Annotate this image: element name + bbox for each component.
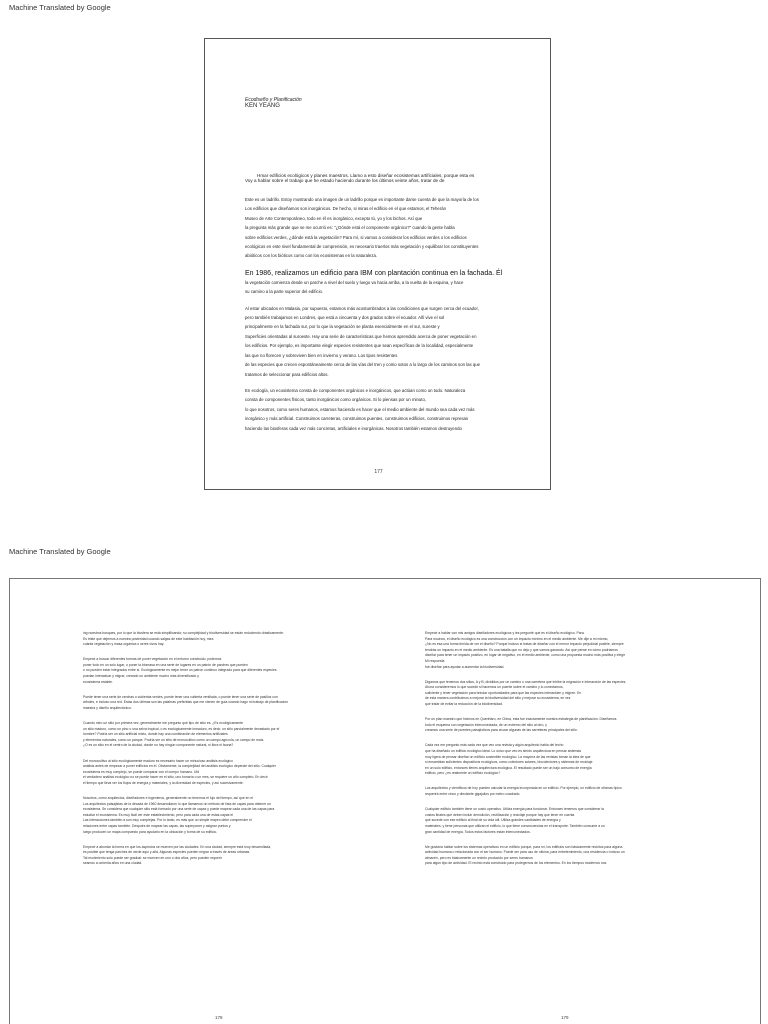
text-line: Es triste que dejemos a nuestra posteridad cuando salgas de este habitación hoy, mira [83,636,214,641]
text-line: de las especies que crecen espontáneamente cerca de las vías del tren y como sotos a lo largo de los caminos son las que [245,362,481,368]
paragraph [83,845,383,867]
text-line: sobre edificios verdes, ¿dónde está la vegetación? Para mí, si vamos a considerar los edificios verdes o los edificios [245,234,467,240]
text-line: el verdadero análisis ecológico no se puede hacer en el sitio, uno tomaría o un mes, se requiere un año completo. En decir [83,775,268,780]
text-line: costos finales que deben incluir demolición, reutilización y reciclaje porque hay que tener en cuenta [425,812,575,817]
paragraph-brick [245,195,533,261]
text-line: Para muchos, el diseño ecológico es una construcción con un impacto mínimo en el medio ambiente. Me dije a mí mismo, [425,636,609,641]
text-line: Al estar ubicados en Malasia, por supuesto, estamos más acostumbrados a las condiciones que surgen cerca del ecuador, [245,305,479,311]
text-line: edificio, pero ¿es realmente un edificio ecológico? [425,771,501,776]
text-line: Del monocultivo al sitio ecológicamente maduro es necesario hacer un minucioso análisis ecológico [83,758,233,763]
text-line: consta de componentes físicos, tanto inorgánicos como orgánicos. Si lo piensas por un minuto, [245,397,427,403]
text-line: En ecología, un ecosistema consta de componentes orgánicos e inorgánicos, que actúan como un todo. Naturaleza [245,387,466,393]
text-line: gran cantidad de energía. Todos estos factores están interconectados. [425,829,531,834]
machine-translation-banner-top: Machine Translated by Google [9,3,111,12]
paragraph [83,657,383,685]
text-line: qué sucede con ese edificio al final de su vida útil. Utiliza grandes cantidades de energía y [425,818,561,823]
text-line: lo que nosotros, como seres humanos, estamos haciendo es hacer que el medio ambiente del mundo sea cada vez más [245,406,475,412]
text-line: Digamos que tenemos dos sitios, A y B, divididos por un camino o una carretera que inhibe la migración e interacción de las especies. [425,679,627,684]
text-line: la vegetación comienza desde un parche a nivel del suelo y luego va hacia arriba, a la vuelta de la esquina, y hace [245,279,464,285]
text-line: ing nuestros bosques, por lo que la biosfera se está simplificando; su complejidad y biodiversidad se están reduciendo drásticamente. [83,631,284,635]
text-line: Tal movimiento solo puede ser gradual: se mueven en uno o dos años, pero pueden requerir [83,855,222,860]
text-line: es posible que tenga parches de verde aquí y allá. Algunas especies pueden migrar a través de áreas urbanas. [83,850,251,855]
text-line: relaciones entre capas también. Después de mapear las capas, las superponer y asignar puntos y [83,823,231,828]
text-line: principalmente en la fachada sur, por lo que la vegetación se planta esencialmente en el sur, sureste y [245,324,440,330]
paragraph [425,743,725,777]
paragraph [83,759,383,787]
right-page-column [425,631,725,877]
text-line: Empecé a buscar diferentes formas de poner vegetación en el entorno construido, podemos [83,657,222,662]
text-line: análisis antes de empezar a poner edificios en él. Obviamente, la complejidad del análisis ecológico depende del sitio. Cualquier [83,764,277,769]
text-line: que tratar de evitar la reducción de la biodiversidad. [425,702,503,707]
document-spread-178-179 [9,578,761,1024]
text-line: ecológicos en este nivel fundamental de comprensión, es necesario traerlos más vegetación y equilibrar los constituyentes [245,244,479,250]
text-line: ecosistema estable. [83,679,113,684]
machine-translation-banner-middle: Machine Translated by Google [9,547,111,556]
left-page-column [83,631,383,877]
text-line: Los arquitectos paisajistas de la década de 1960 desarrollaron lo que llamamos un método de lista de capas para obtener un [83,801,271,806]
paragraph [425,807,725,835]
text-line: Mi respuesta [425,658,445,663]
paragraph [425,717,725,734]
text-line: fue diseñar para ayudar a aumentar la biodiversidad. [425,664,505,669]
paragraph [83,721,383,749]
text-line: un sitio maduro, como un pino o una selva tropical, o es ecológicamente inmaduro, es decir, un sitio parcialmente devastado por el [83,726,280,731]
text-line: maestra y diseño arquitectónico. [83,705,132,710]
text-line: puedan interactuar y migrar, creando un ambiente mucho más diversificado y [83,674,199,679]
text-line: hombre? Podría ser un sitio artificial mixto, donde hay una combinación de elementos artificiales [83,732,228,737]
text-line: Cada vez me pregunto más cada vez que veo una revista y algún arquitecto habla del techo [425,743,564,748]
text-line: almacén, pero es básicamente un recinto producido por seres humanos [425,855,533,860]
text-line: árboles, e incluso una red. Estas dos últimas son las palabras preferidas que me vienen de guía cuando hago mi trabajo de planificación [83,700,289,705]
text-line: para algún tipo de actividad. El recinto está construido para protegernos de los elementos. En los tiempos modernos nos [425,861,607,866]
document-page-177 [204,38,551,490]
text-line: que ha diseñado un edificio ecológico ideal. Lo único que veo es siento arquitectura en pensar sistemas [425,749,582,753]
text-line: o no pueden estar integrados entre sí. Ecológicamente es mejor tener un patrón continuo integrado para que diferentes especies [83,668,277,673]
intro-paragraph [245,172,533,188]
text-line: diseñar para tener un impacto positivo, en lugar de negativo, en el medio ambiente, como una propuesta mucho más positiva y elegir [425,653,625,658]
author-name: KEN YEANG [245,103,280,109]
text-line: luego producen un mapa compuesto para ayudarlo en la ubicación y forma de su edificio. [83,829,218,834]
paragraph [425,786,725,797]
text-line: requerirá entre cinco y diecisiete gigajulios por metro cuadrado. [425,792,521,797]
text-line: Este es un ladrillo. Estoy mostrando una imagen de un ladrillo porque es importante darse cuenta de que la mayoría de los [245,197,479,202]
text-line: en un solo edificio, entonces tienes arquitectura ecológica. El resultado puede ser un bajo consumo de energía [425,765,592,770]
text-line: las que no florecen y sobreviven bien en invierno y verano. Los tipos resistentes [245,352,398,358]
page-number: 177 [374,469,383,475]
text-line: Superficies orientadas al suroeste. Hay una serie de características que hemos aprendido acerca de poner vegetación en [245,333,477,339]
text-line: poner todo en un solo lugar, o poner la biomasa en una serie de lugares en un patrón de parches que pueden [83,662,248,667]
text-line: el tiempo que lleva ver los flujos de energía y materiales, y la diversidad de especies, y así sucesivamente. [83,780,244,785]
text-line: Puede tener una serie de cerchas o cubiertas verdes, puede tener una cubierta ventilada, o puede tener una serie de pasillos con [83,694,278,699]
paragraph-ecology [245,386,533,433]
text-line: ecosistema. Se considera que cualquier sitio está formado por una serie de capas y puede mapear cada una de las capas para [83,807,275,812]
highlighted-sentence: En 1986, realizamos un edificio para IBM con plantación continua en la fachada. Él [245,269,503,277]
text-line: si ensamblas suficientes dispositivos ecológicos, como colectores solares, biocolectores y sistemas de reciclaje [425,760,593,765]
text-line: tratamos de seleccionar para edificios altos. [245,371,329,377]
text-line: abióticos con los bióticos como con los ecosistemas en la naturaleza. [245,253,378,259]
intro-line: Hmar edificios ecológicos y planes maestros. Llamo a esto diseñar ecosistemas artificiales, porque esta es [257,173,475,178]
text-line: actividad humana o relacionada con el ser humano. Puede ser para uso de oficina, para entretenimiento, una residencia o incluso un [425,850,625,855]
text-line: materiales, y tiene personas que utilizan el edificio, lo que tiene consecuencias en el transporte. También consume a un [425,823,605,828]
text-line: Cualquier edificio también tiene un costo operativo. Utiliza energía para funcionar. Entonces tenemos que considerar la [425,807,604,812]
text-line: ¿No es esa una forma tímida de ver el diseño? Porque incluso si tratas de diseñar con el menor impacto perjudicial posible, siempre [425,642,624,647]
text-line: Museo de Arte Contemporáneo, todo en él es inorgánico, excepto tú, yo y los bichos. Así que [245,215,423,221]
text-line: tendrás un impacto en el medio ambiente. Es una batalla que no dejo y que vamos ganando. Así que pensé en cómo podríamos [425,647,618,652]
text-line: Los arquitectos y científicos de hoy pueden calcular la energía incorporada en un edificio. Por ejemplo, un edificio de oficinas típico [425,786,622,791]
text-line: y elementos naturales, como un parque. Podría ser un sitio de monocultivo como un campo agrícola, un campo de maíz. [83,737,265,742]
paragraph [83,695,383,712]
text-line: Nosotros, como arquitectos, diseñadores e ingenieros, generalmente no tenemos el lujo del tiempo, así que en el [83,795,254,800]
text-line: de esta manera contribuimos a mejorar la biodiversidad del sitio y mejorar su ecosistema, en vez [425,696,571,701]
paragraph-malaysia [245,304,533,379]
text-line: su camino a la parte superior del edificio. [245,289,324,295]
paragraph [425,631,725,670]
text-line: Empecé a hablar con mis amigos diseñadores ecológicos y les pregunté qué es el diseño ecológico. Para [425,631,584,635]
text-line: Ahora consideremos lo que sucede si hacemos un puente sobre el camino y lo conectamos, [425,685,564,690]
page-content [245,97,533,433]
text-line: inorgánico y más artificial. Construimos carreteras, construimos puentes, construimos edificios, construimos represas [245,416,469,422]
paragraph [425,680,725,708]
text-line: muy ligera de pensar diseñar un edificio sostenible ecológico. La mayoría de las revistas toman la idea de que [425,754,591,759]
text-line: ecosistema es muy complejo, se puede comparar con el cuerpo humano. Ubi [83,769,200,774]
text-line: haciendo las biosferas cada vez más concretas, artificiales e inorgánicas. Nosotros también estamos destruyendo [245,425,462,431]
text-line: pero también trabajamos en Londres, que está a cincuenta y dos grados sobre el ecuador. Allí vive el sol [245,315,445,321]
intro-line: Voy a hablar sobre el trabajo que he estado haciendo durante los últimos veinte años, tratar de de [245,178,445,183]
text-line: todo el esquema con vegetación interconectada, de un extremo del sitio al otro, y [425,722,547,727]
text-line: ¿O es un sitio en el centro de la ciudad, donde no hay ningún componente natural, ni flora ni fauna? [83,743,234,748]
text-line: suficiente y tener vegetación para brindar oportunidades para que las especies interactúen y migren. En [425,690,582,695]
text-line: cuánta vegetación y masa orgánica o seres vivos hay. [83,642,165,647]
paragraph [83,631,383,648]
paragraph [425,845,725,867]
text-line: Me gustaría hablar sobre los sistemas operativos en un edificio porque, para mí, los edificios son básicamente recintos para alguna [425,844,623,849]
text-line: la pregunta más grande que se me ocurrió es: "¿Dónde está el componente orgánico?" cuando la gente habla [245,225,455,231]
text-line: Los edificios que diseñamos son inorgánicos. De hecho, si miras el edificio en el que estamos, el Teherán [245,206,447,212]
text-line: los edificios. Por ejemplo, es importante elegir especies resistentes que sean específicas de la localidad, especialmente [245,343,474,349]
text-line: seamos a ochenta años en una ciudad. [83,861,143,866]
text-line: creamos una serie de puentes paisajísticos para cruzar algunas de las carreteras principales del sitio. [425,728,578,733]
text-line: Por un plan maestro que hicimos en Querétaro, en China, esta fue exactamente nuestra estrategia de planificación. Diseñamos [425,717,617,722]
paragraph [83,796,383,835]
left-page-number: 178 [215,1015,223,1020]
text-line: Las interacciones también a son muy complejas. Por lo tanto, es más que un simple mapeo debe comprender el [83,818,252,823]
text-line: Empecé a abordar la forma en que los aspectos se mueven por las ciudades. En una ciudad, siempre está muy desarrollada, [83,844,272,849]
text-line: estudiar el ecosistema. Es muy fácil ver este establecimiento, pero para cada una de estas capas el [83,812,234,817]
chapter-subheading: Ecodiseño y Planificación [245,97,302,103]
text-line: Cuando miro un sitio por primera vez, generalmente me pregunto qué tipo de sitio es. ¿Es ecológicamente [83,721,244,726]
right-page-number: 179 [561,1015,569,1020]
paragraph-ibm [245,278,533,297]
